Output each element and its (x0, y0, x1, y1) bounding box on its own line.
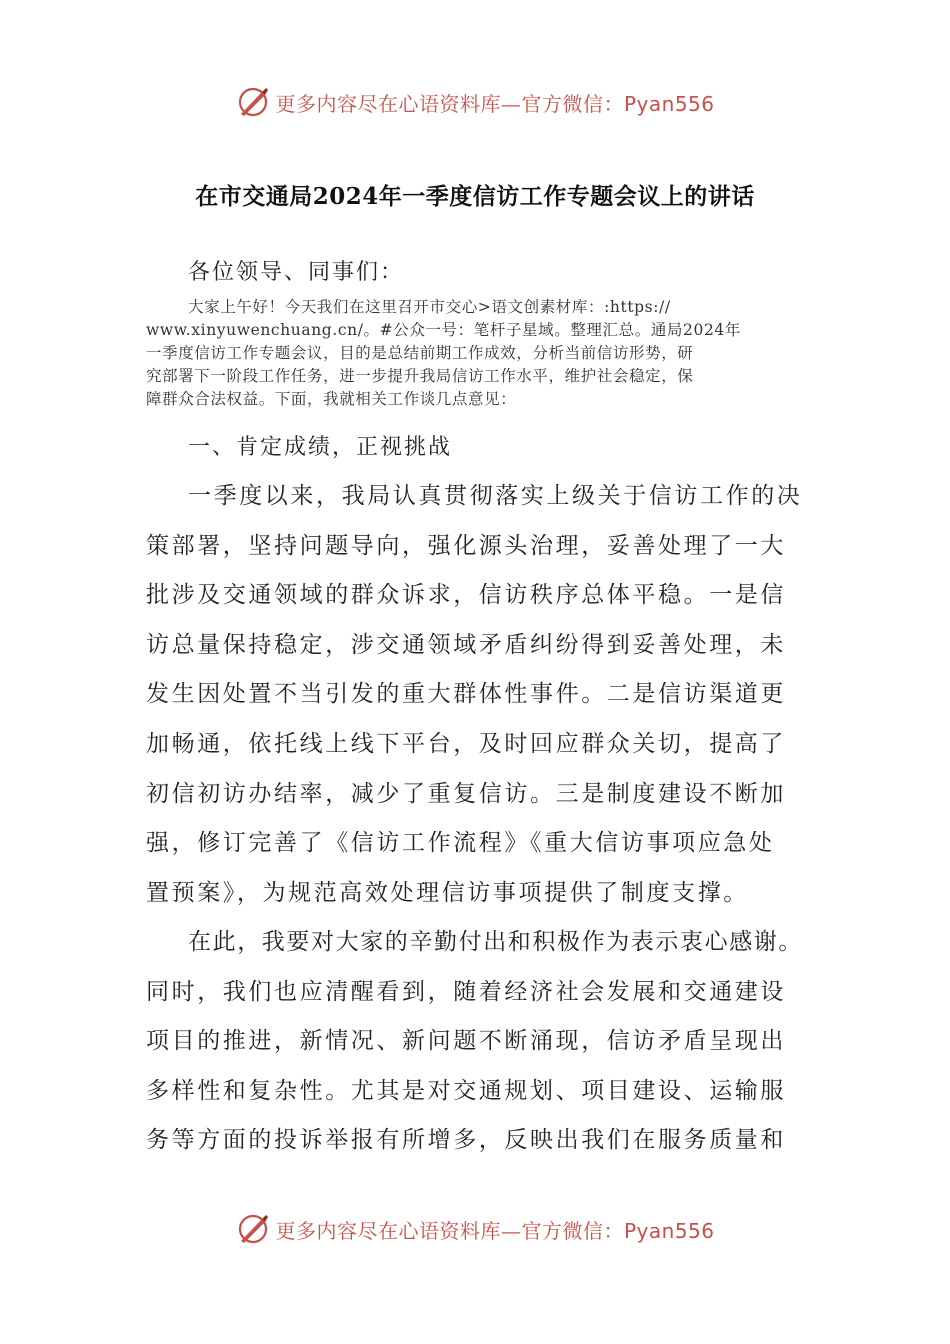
paragraph-line: 访总量保持稳定，涉交通领域矛盾纠纷得到妥善处理，未 (146, 631, 786, 658)
watermark-text: 更多内容尽在心语资料库—官方微信：Pyan556 (275, 91, 715, 116)
paragraph-line: 加畅通，依托线上线下平台，及时回应群众关切，提高了 (146, 730, 786, 757)
document-title: 在市交通局2024年一季度信访工作专题会议上的讲话 (195, 183, 755, 210)
pen-circle-logo-icon (235, 84, 271, 120)
paragraph-line: 置预案》，为规范高效处理信访事项提供了制度支撑。 (146, 879, 749, 906)
section-heading: 一、肯定成绩，正视挑战 (188, 435, 453, 460)
watermark-header (0, 82, 950, 122)
paragraph-line: 项目的推进，新情况、新问题不断涌现，信访矛盾呈现出 (146, 1028, 786, 1055)
intro-line: 障群众合法权益。下面，我就相关工作谈几点意见： (146, 390, 517, 408)
intro-paragraph (146, 296, 806, 411)
paragraph-line: 策部署，坚持问题导向，强化源头治理，妥善处理了一大 (146, 532, 786, 559)
paragraph-line: 批涉及交通领域的群众诉求，信访秩序总体平稳。一是信 (146, 582, 786, 609)
paragraph-line: 同时，我们也应清醒看到，随着经济社会发展和交通建设 (146, 978, 786, 1005)
paragraph-line: 发生因处置不当引发的重大群体性事件。二是信访渠道更 (146, 681, 786, 708)
body-paragraph-1 (146, 472, 826, 918)
paragraph-line: 一季度以来，我局认真贯彻落实上级关于信访工作的决 (188, 483, 803, 509)
paragraph-line: 在此，我要对大家的辛勤付出和积极作为表示衷心感谢。 (188, 929, 803, 955)
intro-line: 大家上午好！今天我们在这里召开市交心>语文创素材库：:https:// (188, 298, 671, 316)
watermark-footer (0, 1209, 950, 1249)
paragraph-line: 初信初访办结率，减少了重复信访。三是制度建设不断加 (146, 780, 786, 807)
paragraph-line: 务等方面的投诉举报有所增多，反映出我们在服务质量和 (146, 1127, 786, 1154)
intro-line: 一季度信访工作专题会议，目的是总结前期工作成效，分析当前信访形势，研 (146, 344, 694, 362)
pen-circle-logo-icon (235, 1211, 271, 1247)
intro-line: www.xinyuwenchuang.cn/。#公众一号：笔杆子星域。整理汇总。通局2024年 (146, 321, 741, 339)
greeting: 各位领导、同事们： (188, 260, 405, 285)
intro-line: 究部署下一阶段工作任务，进一步提升我局信访工作水平，维护社会稳定，保 (146, 367, 694, 385)
watermark-text: 更多内容尽在心语资料库—官方微信：Pyan556 (275, 1218, 715, 1243)
paragraph-line: 多样性和复杂性。尤其是对交通规划、项目建设、运输服 (146, 1077, 786, 1104)
paragraph-line: 强，修订完善了《信访工作流程》《重大信访事项应急处 (146, 830, 775, 857)
body-paragraph-2 (146, 918, 826, 1166)
